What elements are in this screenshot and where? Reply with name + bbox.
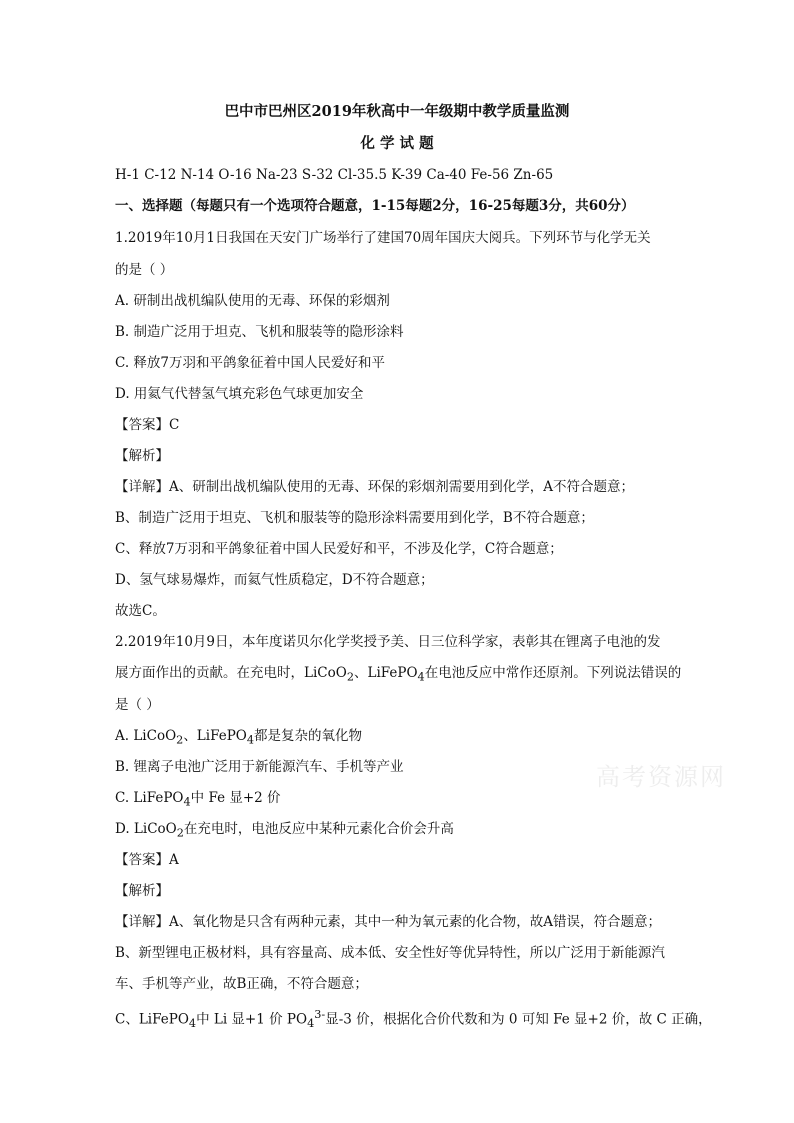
q2-stem-line-2: 展方面作出的贡献。在充电时，LiCoO$_2$、LiFePO$_4$在电池反应中常作还原剂。下列说法错误的 [115,665,682,684]
q1-analysis-label: 【解析】 [115,448,169,464]
q2-option-c: C. LiFePO$_4$中 Fe 显+2 价 [115,790,281,809]
q1-option-a: A. 研制出战机编队使用的无毒、环保的彩烟剂 [115,293,390,309]
q2-option-a: A. LiCoO$_2$、LiFePO$_4$都是复杂的氧化物 [115,728,363,747]
q2-detail-line-4: C、LiFePO$_4$中 Li 显+1 价 $PO_4^{3-}$显-3 价，根据化合价代数和为 0 可知 Fe 显+2 价，故 C 正确， [115,1008,712,1031]
q2-answer: 【答案】A [115,852,179,868]
q2-detail-line-1: 【详解】A、氧化物是只含有两种元素，其中一种为氧元素的化合物，故A错误，符合题意； [115,914,661,930]
q2-detail-line-2: B、新型锂电正极材料，具有容量高、成本低、安全性好等优异特性，所以广泛用于新能源汽 [115,945,665,961]
q1-detail-line-4: D、氢气球易爆炸，而氦气性质稳定，D不符合题意； [115,572,434,588]
q1-detail-line-3: C、释放7万羽和平鸽象征着中国人民爱好和平，不涉及化学，C符合题意； [115,541,563,557]
exam-subtitle: 化 学 试 题 [360,135,434,152]
section-heading: 一、选择题（每题只有一个选项符合题意，1-15每题2分，16-25每题3分，共60分） [115,198,635,214]
watermark: 高考资源网 [596,763,726,791]
q1-detail-line-1: 【详解】A、研制出战机编队使用的无毒、环保的彩烟剂需要用到化学，A不符合题意； [115,479,634,495]
q1-answer: 【答案】C [115,417,180,433]
q1-detail-line-2: B、制造广泛用于坦克、飞机和服装等的隐形涂料需要用到化学，B不符合题意； [115,510,594,526]
q2-detail-line-3: 车、手机等产业，故B正确，不符合题意； [115,976,368,992]
q1-option-d: D. 用氦气代替氢气填充彩色气球更加安全 [115,386,364,402]
q2-option-d: D. LiCoO$_2$在充电时，电池反应中某种元素化合价会升高 [115,821,454,840]
q2-stem-line-3: 是（ ） [115,697,160,713]
q2-stem-line-1: 2.2019年10月9日，本年度诺贝尔化学奖授予美、日三位科学家，表彰其在锂离子电池的发 [115,634,661,650]
q1-stem-line-1: 1.2019年10月1日我国在天安门广场举行了建国70周年国庆大阅兵。下列环节与化学无关 [115,230,651,246]
q1-option-c: C. 释放7万羽和平鸽象征着中国人民爱好和平 [115,355,386,371]
q1-conclusion: 故选C。 [115,603,166,619]
q2-option-b: B. 锂离子电池广泛用于新能源汽车、手机等产业 [115,759,404,775]
q1-stem-line-2: 的是（ ） [115,262,174,278]
exam-title: 巴中市巴州区2019年秋高中一年级期中教学质量监测 [224,103,570,120]
q1-option-b: B. 制造广泛用于坦克、飞机和服装等的隐形涂料 [115,324,404,340]
atomic-masses: H-1 C-12 N-14 O-16 Na-23 S-32 Cl-35.5 K-39 Ca-40 Fe-56 Zn-65 [115,167,554,183]
q2-analysis-label: 【解析】 [115,883,169,899]
